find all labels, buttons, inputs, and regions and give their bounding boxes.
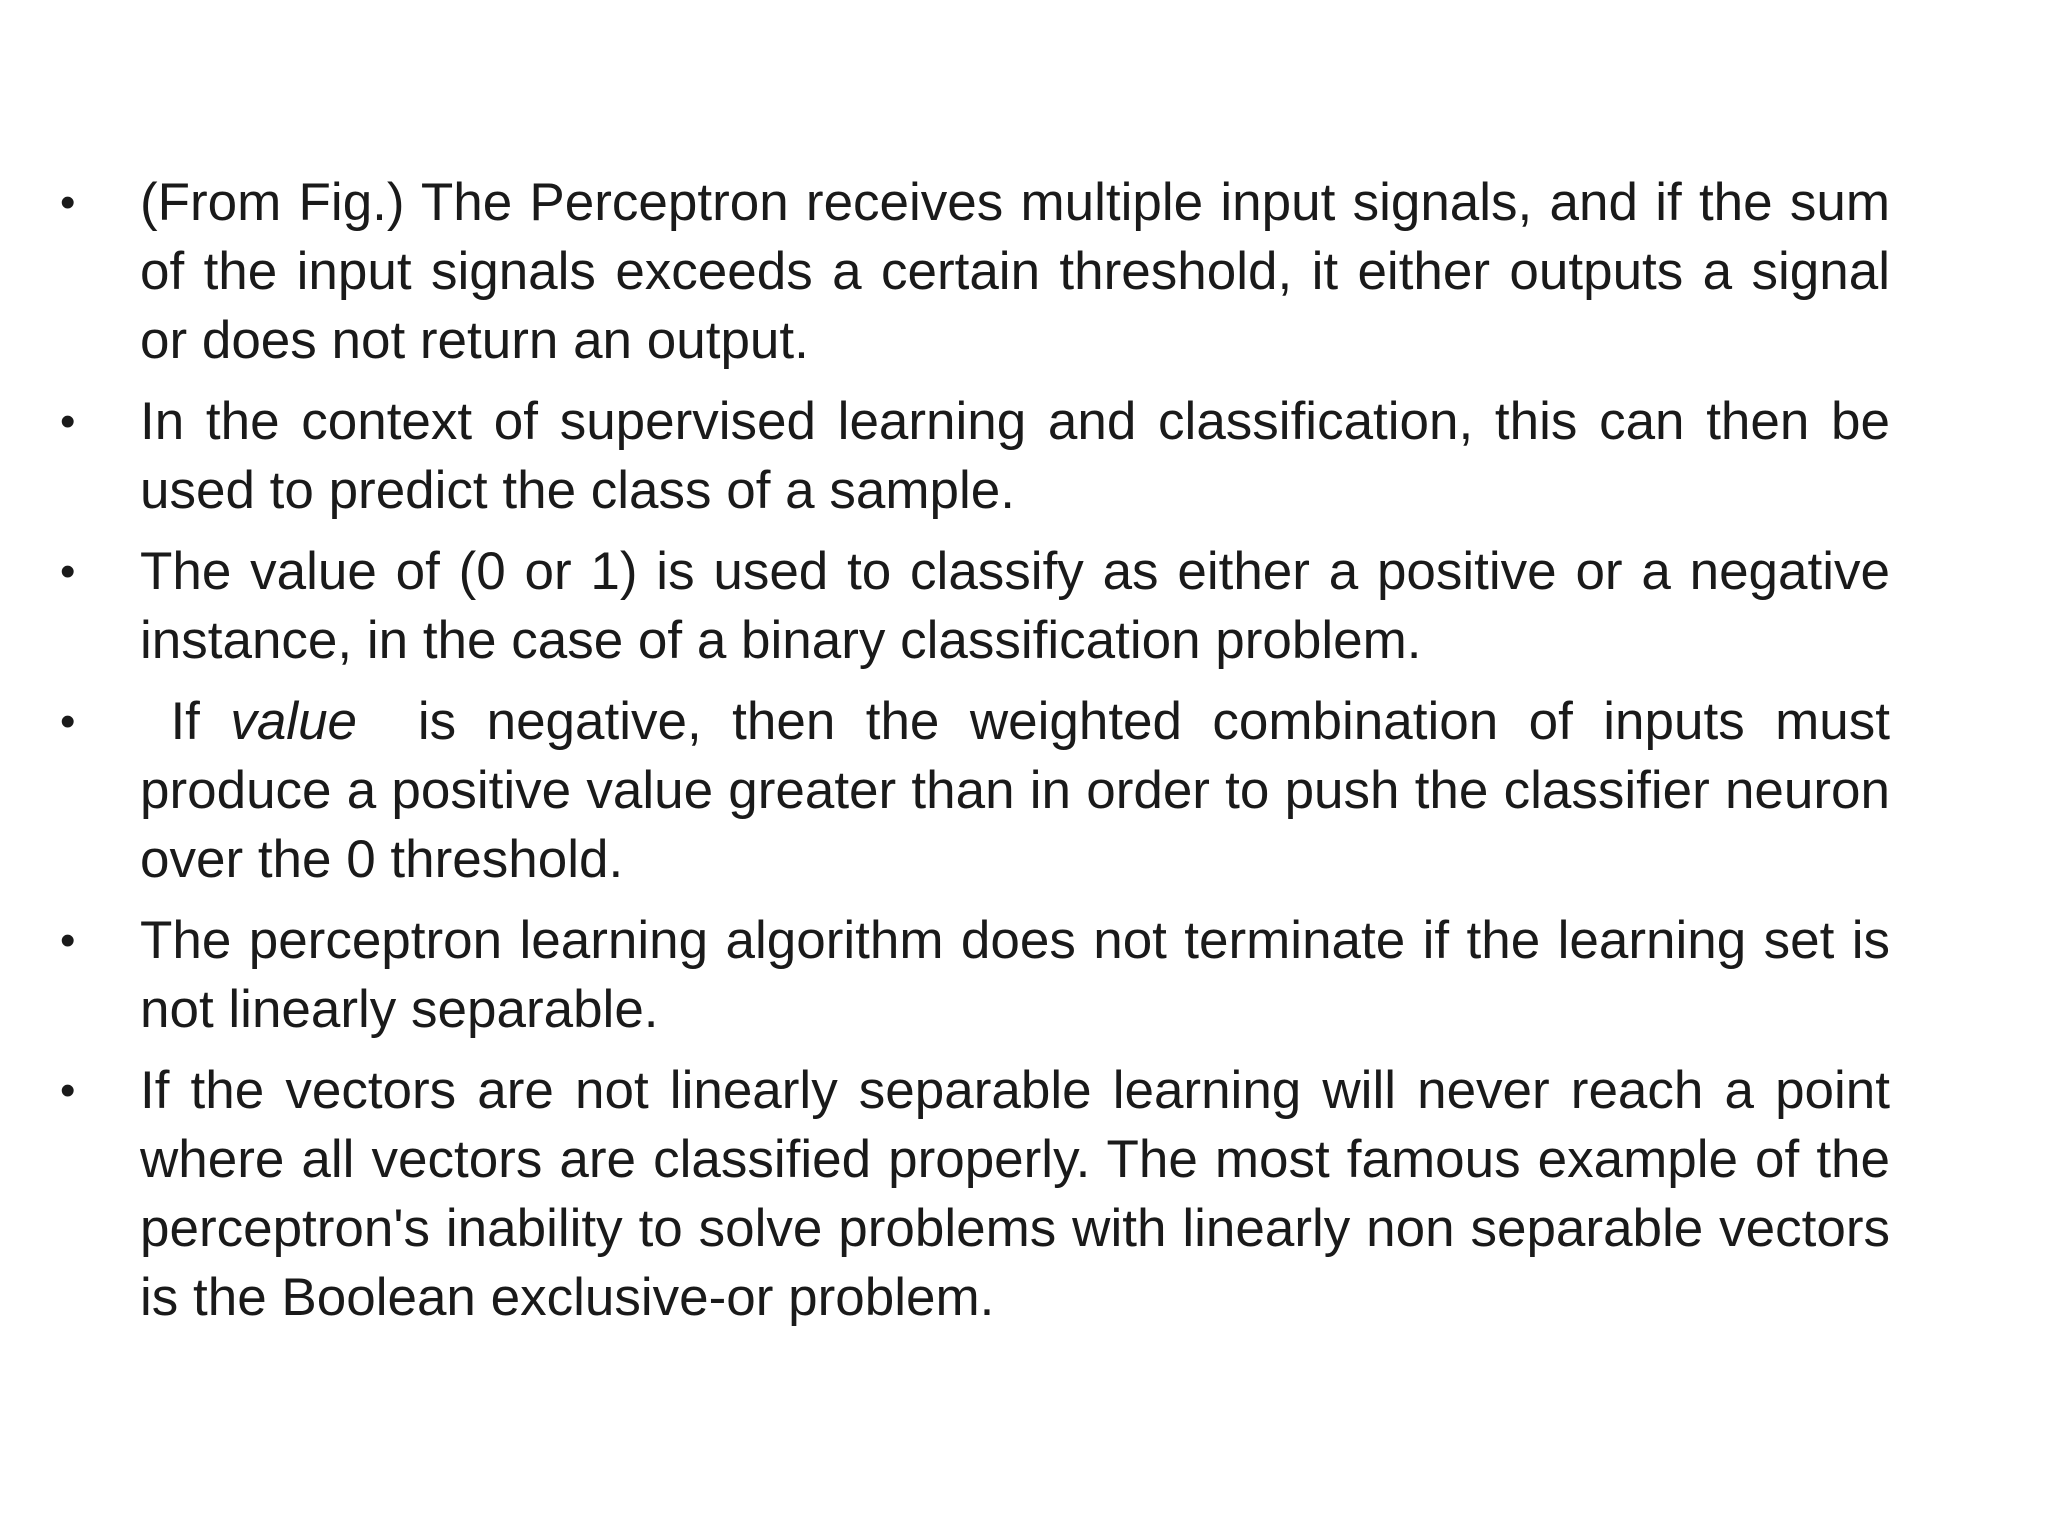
bullet-text: The perceptron learning algorithm does not terminate if the learning set is not linearly separable.: [140, 911, 1890, 1039]
bullet-icon: •: [60, 547, 76, 596]
bullet-item-1: [60, 168, 1890, 375]
bullet-item-4: [60, 687, 1905, 894]
bullet-icon: •: [60, 1066, 76, 1115]
bullet-icon: •: [60, 916, 76, 965]
bullet-list: [60, 168, 1905, 1344]
italic-term: value: [230, 692, 358, 751]
bullet-text: [140, 687, 1905, 894]
bullet-text-suffix: is negative, then the weighted combination of inputs must produce a positive value greater than in order to push the classifier neuron over the 0 threshold.: [140, 692, 1905, 889]
bullet-text: The value of (0 or 1) is used to classify as either a positive or a negative instance, in the case of a binary classification problem.: [140, 542, 1890, 670]
bullet-text: If the vectors are not linearly separable learning will never reach a point where all vectors are classified properly. The most famous example of the perceptron's inability to solve problems with linearly non separable vectors is the Boolean exclusive-or problem.: [140, 1061, 1890, 1327]
bullet-item-3: [60, 537, 1890, 675]
bullet-icon: •: [60, 697, 76, 746]
bullet-text: (From Fig.) The Perceptron receives multiple input signals, and if the sum of the input signals exceeds a certain threshold, it either outputs a signal or does not return an output.: [140, 173, 1890, 370]
bullet-icon: •: [60, 397, 76, 446]
bullet-text: In the context of supervised learning and classification, this can then be used to predict the class of a sample.: [140, 392, 1890, 520]
bullet-item-6: [60, 1056, 1890, 1332]
bullet-icon: •: [60, 178, 76, 227]
bullet-item-2: [60, 387, 1890, 525]
bullet-item-5: [60, 906, 1890, 1044]
bullet-text-prefix: If: [140, 692, 231, 751]
